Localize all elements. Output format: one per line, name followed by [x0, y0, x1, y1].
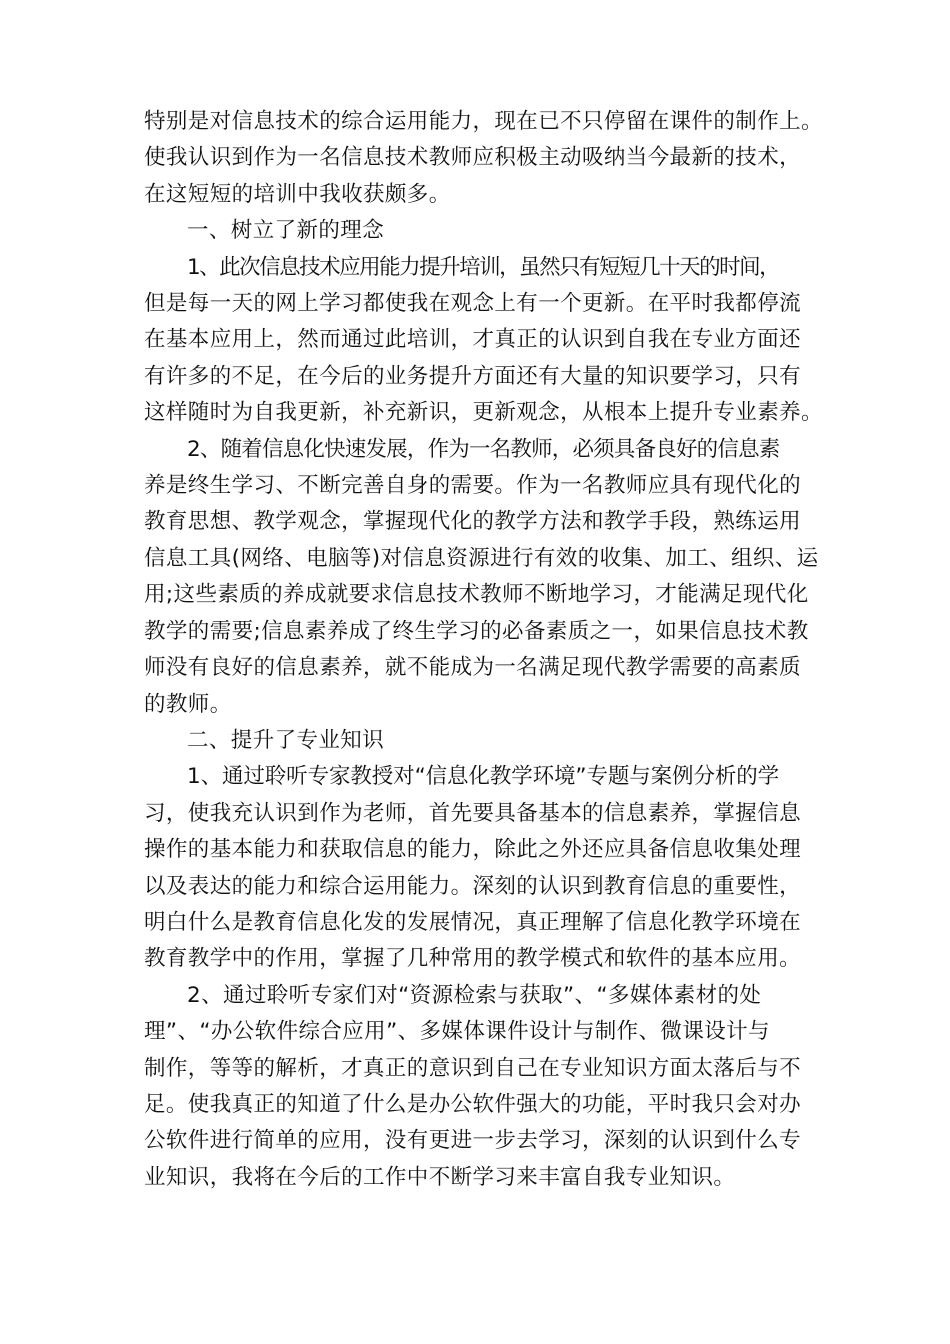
text-line: 以及表达的能力和综合运用能力。深刻的认识到教育信息的重要性， [144, 873, 802, 899]
text-line: 有许多的不足，在今后的业务提升方面还有大量的知识要学习，只有 [144, 363, 802, 389]
text-line: 公软件进行简单的应用，没有更进一步去学习，深刻的认识到什么专 [144, 1128, 802, 1154]
section-heading-1 [144, 213, 824, 249]
text-line: 在基本应用上，然而通过此培训，才真正的认识到自我在专业方面还 [144, 327, 802, 353]
text-line: 教学的需要;信息素养成了终生学习的必备素质之一，如果信息技术教 [144, 618, 809, 644]
text-line: 这样随时为自我更新，补充新识，更新观念，从根本上提升专业素养。 [144, 400, 823, 426]
text-line: 2、随着信息化快速发展，作为一名教师，必须具备良好的信息素 [187, 436, 780, 462]
text-line: 教育思想、教学观念，掌握现代化的教学方法和教学手段，熟练运用 [144, 509, 802, 535]
heading-text: 一、树立了新的理念 [187, 218, 385, 244]
text-line: 业知识，我将在今后的工作中不断学习来丰富自我专业知识。 [144, 1164, 736, 1190]
paragraph-1-2 [144, 432, 824, 723]
text-line: 足。使我真正的知道了什么是办公软件强大的功能，平时我只会对办 [144, 1091, 802, 1117]
text-line: 但是每一天的网上学习都使我在观念上有一个更新。在平时我都停流 [144, 291, 802, 317]
paragraph-1-1 [144, 250, 824, 432]
text-line: 习，使我充认识到作为老师，首先要具备基本的信息素养，掌握信息 [144, 800, 802, 826]
text-line: 教育教学中的作用，掌握了几种常用的教学模式和软件的基本应用。 [144, 946, 802, 972]
text-line: 2、通过聆听专家们对“资源检索与获取”、“多媒体素材的处 [187, 982, 762, 1008]
text-line: 使我认识到作为一名信息技术教师应积极主动吸纳当今最新的技术， [144, 145, 802, 171]
text-line: 制作，等等的解析，才真正的意识到自己在专业知识方面太落后与不 [144, 1055, 802, 1081]
paragraph-2-1 [144, 759, 824, 977]
text-line: 用;这些素质的养成就要求信息技术教师不断地学习，才能满足现代化 [144, 582, 809, 608]
document-body [144, 104, 824, 1196]
text-line: 师没有良好的信息素养，就不能成为一名满足现代教学需要的高素质 [144, 655, 802, 681]
text-line: 1、通过聆听专家教授对“信息化教学环境”专题与案例分析的学 [187, 764, 780, 790]
text-line: 在这短短的培训中我收获颇多。 [144, 181, 451, 207]
text-line: 操作的基本能力和获取信息的能力，除此之外还应具备信息收集处理 [144, 837, 802, 863]
text-line: 明白什么是教育信息化发的发展情况，真正理解了信息化教学环境在 [144, 909, 802, 935]
paragraph-2-2 [144, 978, 824, 1196]
text-line: 信息工具(网络、电脑等)对信息资源进行有效的收集、加工、组织、运 [144, 545, 819, 571]
heading-text: 二、提升了专业知识 [187, 727, 385, 753]
section-heading-2 [144, 723, 824, 759]
text-line: 的教师。 [144, 691, 232, 717]
text-line: 1、此次信息技术应用能力提升培训，虽然只有短短几十天的时间， [187, 254, 780, 280]
text-line: 理”、“办公软件综合应用”、多媒体课件设计与制作、微课设计与 [144, 1019, 770, 1045]
text-line: 养是终生学习、不断完善自身的需要。作为一名教师应具有现代化的 [144, 473, 802, 499]
text-line: 特别是对信息技术的综合运用能力，现在已不只停留在课件的制作上。 [144, 109, 823, 134]
intro-paragraph [144, 104, 824, 213]
